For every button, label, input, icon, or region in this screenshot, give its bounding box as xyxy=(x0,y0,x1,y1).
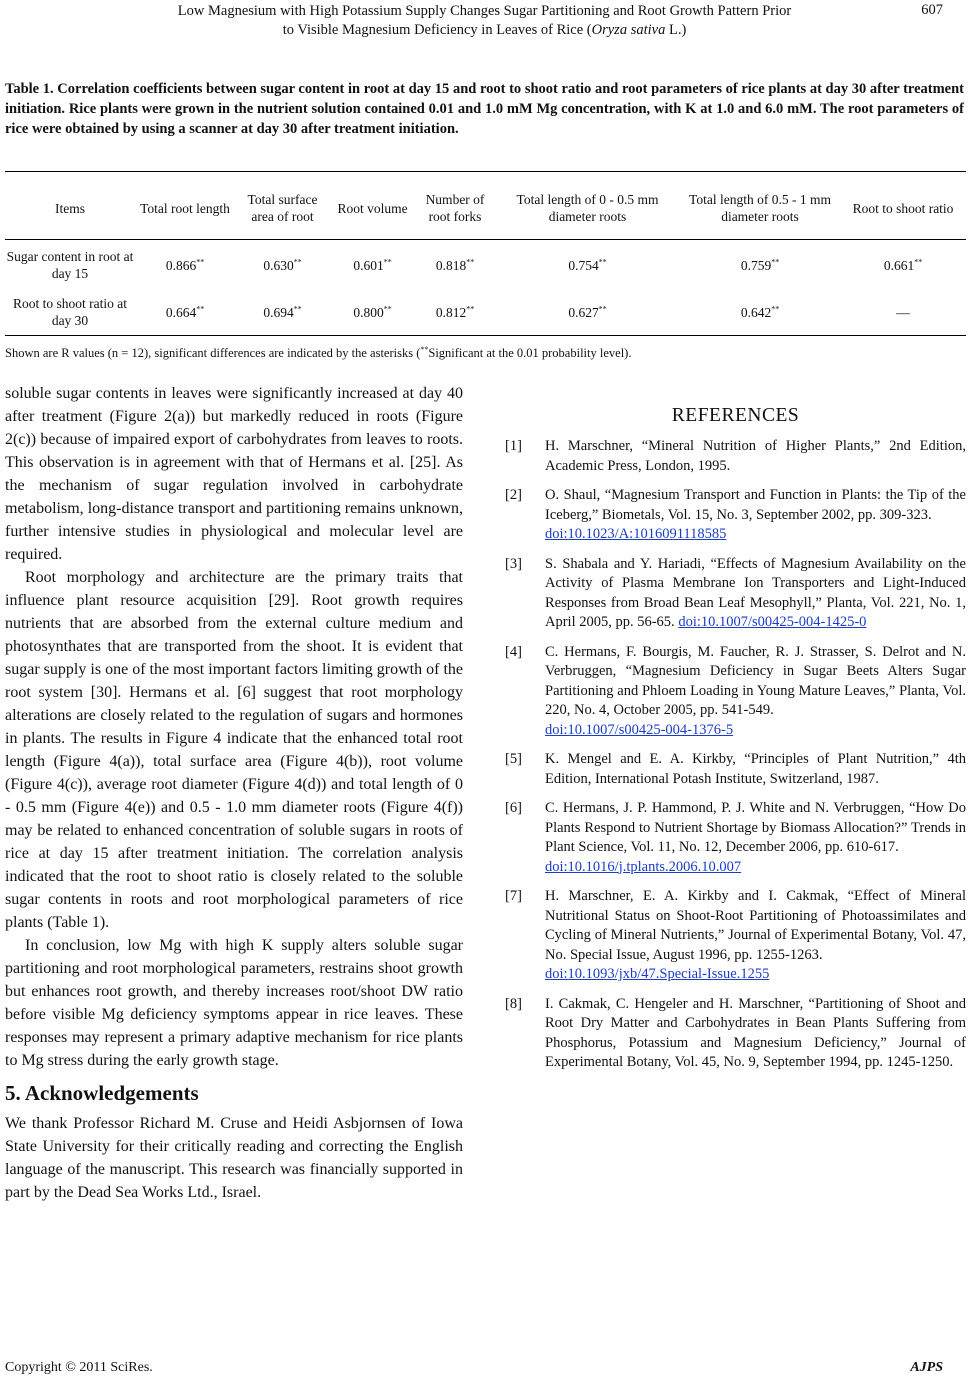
table-header-cell: Items xyxy=(55,200,85,216)
reference-number: [1] xyxy=(505,438,522,454)
table-row xyxy=(5,292,966,332)
reference-item xyxy=(505,555,966,633)
significance-mark: ** xyxy=(598,304,607,313)
reference-number: [8] xyxy=(505,995,522,1012)
reference-number: [3] xyxy=(505,555,522,572)
correlation-table xyxy=(5,178,966,332)
table-footnote xyxy=(5,345,631,361)
reference-number: [7] xyxy=(505,888,522,904)
reference-number: [2] xyxy=(505,487,522,503)
section-heading-acknowledgements: 5. Acknowledgements xyxy=(5,1081,199,1105)
doi-link[interactable]: doi:10.1016/j.tplants.2006.10.007 xyxy=(545,858,742,875)
significance-mark: ** xyxy=(771,257,780,266)
reference-text: H. Marschner, “Mineral Nutrition of Higher Plants,” 2nd Edition, Academic Press, London, 1995. xyxy=(545,438,966,474)
significance-mark: ** xyxy=(466,304,475,313)
cell-value: 0.800 xyxy=(353,304,384,320)
header-line-2-end: L.) xyxy=(665,22,687,38)
doi-link[interactable]: doi:10.1093/jxb/47.Special-Issue.1255 xyxy=(545,966,770,982)
table-cell xyxy=(135,238,235,292)
body-paragraph: Root morphology and architecture are the primary traits that influence plant resource acquisition [29]. Root growth requires nutrients that are absorbed from the external culture medium and photosynthates that are transported from the shoot. It is evident that sugar supply is one of the most important factors limiting growth of the root system [30]. Hermans et al. [6] suggest that root morphology alterations are closely related to the regulation of sugars and hormones in plants. The results in Figure 4 indicate that the enhanced total root length (Figure 4(a)), total surface area (Figure 4(b)), root volume (Figure 4(c)), average root diameter (Figure 4(d)) and total length of 0 - 0.5 mm (Figure 4(e)) and 0.5 - 1.0 mm diameter roots (Figure 4(f)) may be related to enhanced concentration of soluble sugars in roots of rice at day 15 after treatment initiation. The correlation analysis indicated that the root to shoot ratio is closely related to the soluble sugar contents in roots and root morphological parameters of rice plants (Table 1). xyxy=(5,569,463,931)
reference-item xyxy=(505,799,966,877)
header-line-2 xyxy=(0,21,969,40)
table-cell xyxy=(330,292,415,332)
significance-mark: ** xyxy=(383,257,392,266)
table-header-cell: Root to shoot ratio xyxy=(852,200,954,216)
cell-value: 0.818 xyxy=(435,257,467,273)
cell-value: 0.642 xyxy=(740,304,772,320)
footnote-text: Shown are R values (n = 12), significant differences are indicated by the asterisks ( xyxy=(5,346,421,361)
reference-item xyxy=(505,486,966,545)
cell-value: 0.812 xyxy=(435,304,467,320)
table-cell xyxy=(235,292,330,332)
table-caption: Table 1. Correlation coefficients between sugar content in root at day 15 and root to shoot ratio and root parameters of rice plants at day 30 after treatment initiation. Rice plants were grown in the nutrient solution contained 0.01 and 1.0 mM Mg concentration, with K at 1.0 and 6.0 mM. The root parameters of rice were obtained by using a scanner at day 30 after treatment initiation. xyxy=(5,81,964,137)
significance-mark: ** xyxy=(466,257,475,266)
table-header-row xyxy=(5,178,966,238)
table-cell xyxy=(415,292,495,332)
header-line-2-text: to Visible Magnesium Deficiency in Leaves of Rice ( xyxy=(282,22,592,38)
reference-item xyxy=(505,995,966,1073)
significance-mark: ** xyxy=(914,257,923,266)
significance-mark: ** xyxy=(383,304,392,313)
body-paragraph: soluble sugar contents in leaves were significantly increased at day 40 after treatment (Figure 2(a)) but markedly reduced in roots (Figure 2(c)) because of impaired export of carbohydrates from leaves to roots. This observation is in agreement with that of Hermans et al. [25]. As the mechanism of sugar regulation involved in carbohydrate metabolism, long-distance transport and partitioning remains unknown, further intensive studies in physiological and molecular level are required. xyxy=(5,385,463,563)
table-header-cell: Total length of 0 - 0.5 mm diameter roots xyxy=(516,192,659,224)
reference-number: [5] xyxy=(505,751,522,767)
significance-mark: ** xyxy=(196,257,205,266)
cell-value: 0.754 xyxy=(568,257,599,273)
reference-text: S. Shabala and Y. Hariadi, “Effects of Magnesium Availability on the Activity of Plasma Membrane Ion Transporters and Light-Induced Responses from Broad Bean Leaf Mesophyll,” Planta, Vol. 221, No. 1, April 2005, pp. 56-65. xyxy=(545,555,966,630)
significance-mark: ** xyxy=(598,257,607,266)
table-header-cell: Total root length xyxy=(140,200,230,216)
table-cell xyxy=(495,238,680,292)
cell-value: 0.664 xyxy=(165,304,197,320)
row-label: Root to shoot ratio at day 30 xyxy=(13,296,127,328)
reference-item xyxy=(505,887,966,985)
header-line-1: Low Magnesium with High Potassium Supply Changes Sugar Partitioning and Root Growth Pattern Prior xyxy=(177,3,792,19)
references-heading: REFERENCES xyxy=(671,405,800,426)
reference-number: [6] xyxy=(505,800,522,816)
table-row xyxy=(5,238,966,292)
reference-text: H. Marschner, E. A. Kirkby and I. Cakmak, “Effect of Mineral Nutritional Status on Shoot-Root Partitioning of Photoassimilates and Cycling of Mineral Nutrients,” Journal of Experimental Botany, Vol. 47, No. Special Issue, August 1996, pp. 1255-1263. xyxy=(545,888,966,963)
header-species: Oryza sativa xyxy=(591,22,666,38)
reference-list xyxy=(505,437,966,1073)
table-cell xyxy=(680,292,840,332)
cell-value: 0.601 xyxy=(353,257,384,273)
footnote-mark: ** xyxy=(420,345,429,354)
table-cell xyxy=(135,292,235,332)
table-cell xyxy=(415,238,495,292)
table-top-rule xyxy=(5,171,966,172)
reference-item xyxy=(505,437,966,476)
significance-mark: ** xyxy=(196,304,205,313)
reference-text: K. Mengel and E. A. Kirkby, “Principles of Plant Nutrition,” 4th Edition, International Potash Institute, Switzerland, 1987. xyxy=(545,751,966,787)
row-label: Sugar content in root at day 15 xyxy=(6,249,134,281)
cell-value: 0.627 xyxy=(568,304,599,320)
running-header xyxy=(0,2,969,40)
reference-text: C. Hermans, J. P. Hammond, P. J. White and N. Verbruggen, “How Do Plants Respond to Nutrient Shortage by Biomass Allocation?” Trends in Plant Science, Vol. 11, No. 12, December 2006, pp. 610-617. xyxy=(545,800,966,855)
reference-item xyxy=(505,750,966,789)
page-number: 607 xyxy=(921,2,943,18)
significance-mark: ** xyxy=(771,304,780,313)
right-column xyxy=(505,382,966,1083)
cell-value: 0.694 xyxy=(263,304,294,320)
table-cell xyxy=(680,238,840,292)
reference-text: I. Cakmak, C. Hengeler and H. Marschner, “Partitioning of Shoot and Root Dry Matter and Carbohydrates in Bean Plants Suffering from Phosphorus, Potassium and Magnesium Deficiency,” Journal of Experimental Botany, Vol. 45, No. 9, September 1994, pp. 1245-1250. xyxy=(545,995,966,1070)
reference-text: O. Shaul, “Magnesium Transport and Function in Plants: the Tip of the Iceberg,” Biometals, Vol. 15, No. 3, September 2002, pp. 309-323. xyxy=(545,487,966,523)
significance-mark: ** xyxy=(293,257,302,266)
table-header-cell: Total surface area of root xyxy=(247,192,318,224)
table-cell xyxy=(330,238,415,292)
footnote-text-end: Significant at the 0.01 probability level). xyxy=(428,346,632,361)
table-cell xyxy=(495,292,680,332)
table-cell xyxy=(840,238,966,292)
doi-link[interactable]: doi:10.1007/s00425-004-1425-0 xyxy=(678,614,867,630)
cell-value: 0.866 xyxy=(165,257,197,273)
cell-value: 0.759 xyxy=(740,257,772,273)
cell-value: 0.630 xyxy=(263,257,294,273)
body-paragraph: In conclusion, low Mg with high K supply alters soluble sugar partitioning and root morphological parameters, restrains shoot growth but enhances root growth, and thereby increases root/shoot DW ratio before visible Mg deficiency symptoms appear in rice leaves. These responses may represent a primary adaptive mechanism for rice plants to Mg stress during the early growth stage. xyxy=(5,937,463,1069)
reference-item xyxy=(505,643,966,741)
doi-link[interactable]: doi:10.1023/A:1016091118585 xyxy=(545,526,727,542)
cell-value: 0.661 xyxy=(883,257,915,273)
doi-link[interactable]: doi:10.1007/s00425-004-1376-5 xyxy=(545,721,734,738)
table-header-cell: Root volume xyxy=(337,200,408,216)
significance-mark: ** xyxy=(293,304,302,313)
acknowledgements-text: We thank Professor Richard M. Cruse and Heidi Asbjornsen of Iowa State University for their critically reading and correcting the English language of the manuscript. This research was financially supported in part by the Dead Sea Works Ltd., Israel. xyxy=(5,1115,463,1201)
left-column xyxy=(5,382,463,1204)
reference-text: C. Hermans, F. Bourgis, M. Faucher, R. J. Strasser, S. Delrot and N. Verbruggen, “Magnesium Deficiency in Sugar Beets Alters Sugar Partitioning and Phloem Loading in Young Mature Leaves,” Planta, Vol. 220, No. 4, October 2005, pp. 541-549. xyxy=(545,643,966,718)
table-cell: — xyxy=(896,304,910,320)
table-header-cell: Total length of 0.5 - 1 mm diameter roots xyxy=(689,192,831,224)
reference-number: [4] xyxy=(505,643,522,660)
footer-copyright: Copyright © 2011 SciRes. xyxy=(5,1360,153,1375)
table-cell xyxy=(235,238,330,292)
footer-journal: AJPS xyxy=(910,1360,943,1375)
table-bottom-rule xyxy=(5,335,966,336)
table-header-cell: Number of root forks xyxy=(425,192,485,224)
